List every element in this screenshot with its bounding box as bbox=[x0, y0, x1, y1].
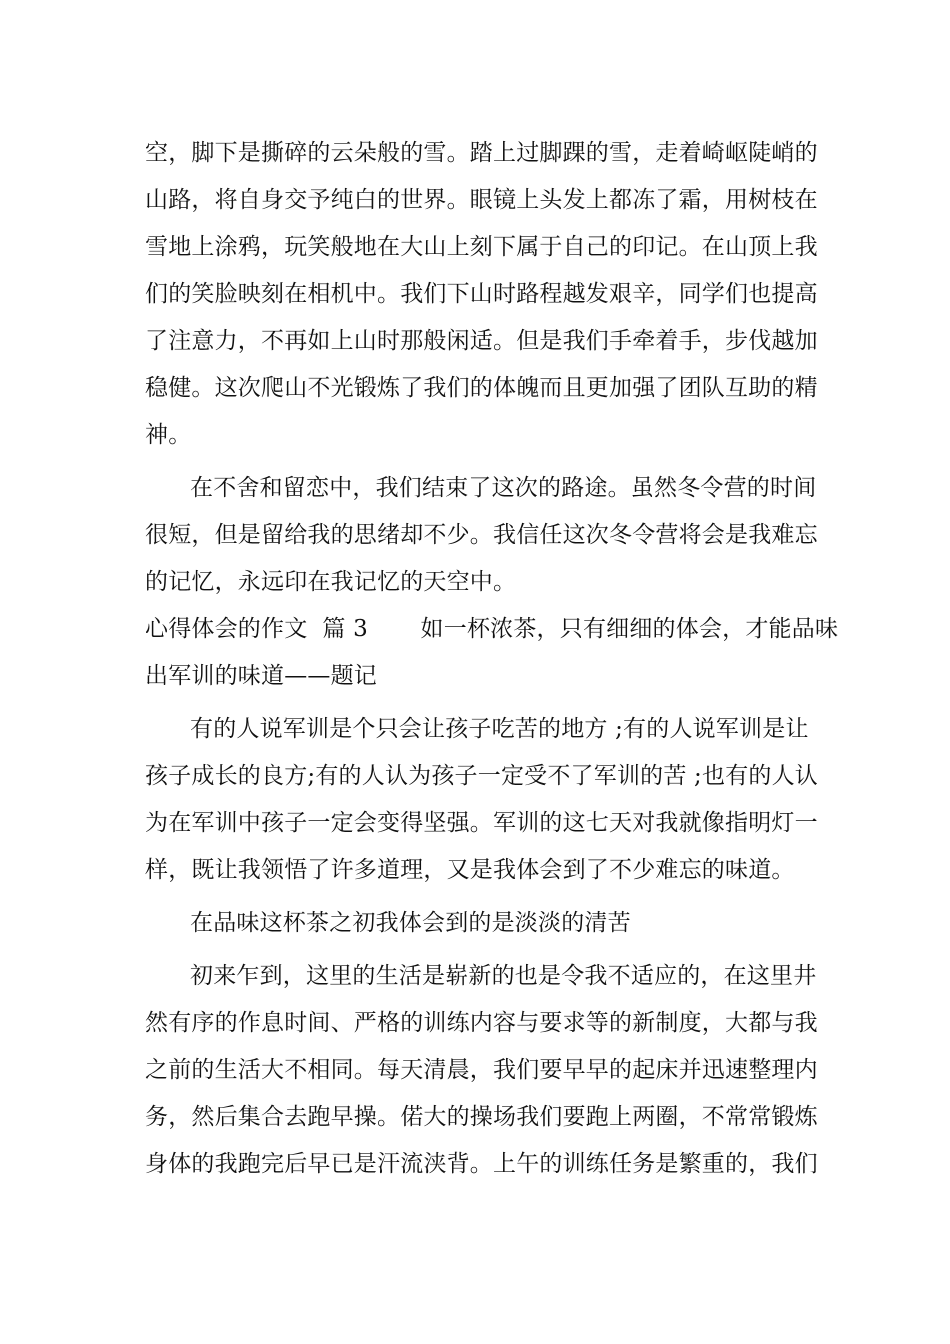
text-line: 神。 bbox=[145, 422, 192, 448]
text-line: 初来乍到，这里的生活是崭新的也是令我不适应的，在这里井 bbox=[190, 963, 817, 989]
text-line: 空，脚下是撕碎的云朵般的雪。踏上过脚踝的雪，走着崎岖陡峭的 bbox=[145, 140, 818, 166]
text-line: 雪地上涂鸦，玩笑般地在大山上刻下属于自己的印记。在山顶上我 bbox=[145, 234, 818, 260]
text-line: 样，既让我领悟了许多道理，又是我体会到了不少难忘的味道。 bbox=[145, 857, 795, 883]
paragraph-winter-camp-end bbox=[145, 465, 818, 606]
paragraph-mountain-climb bbox=[145, 130, 818, 459]
text-line: 务，然后集合去跑早操。偌大的操场我们要跑上两圈，不常常锻炼 bbox=[145, 1104, 818, 1130]
paragraph-military-training-views bbox=[145, 706, 819, 894]
text-line: 之前的生活大不相同。每天清晨，我们要早早的起床并迅速整理内 bbox=[145, 1057, 818, 1083]
text-line: 在品味这杯茶之初我体会到的是淡淡的清苦 bbox=[190, 910, 631, 936]
paragraph-new-life bbox=[145, 953, 818, 1188]
text-line: 为在军训中孩子一定会变得坚强。军训的这七天对我就像指明灯一 bbox=[145, 810, 818, 836]
text-line: 很短，但是留给我的思绪却不少。我信任这次冬令营将会是我难忘 bbox=[145, 522, 818, 548]
text-line: 了注意力，不再如上山时那般闲适。但是我们手牵着手，步伐越加 bbox=[145, 328, 818, 354]
paragraph-first-taste bbox=[145, 900, 810, 947]
text-line: 稳健。这次爬山不光锻炼了我们的体魄而且更加强了团队互助的精 bbox=[145, 375, 818, 401]
text-line: 孩子成长的良方;有的人认为孩子一定受不了军训的苦 ;也有的人认 bbox=[145, 763, 819, 789]
text-line: 然有序的作息时间、严格的训练内容与要求等的新制度，大都与我 bbox=[145, 1010, 818, 1036]
text-line: 们的笑脸映刻在相机中。我们下山时路程越发艰辛，同学们也提高 bbox=[145, 281, 818, 307]
text-line: 的记忆，永远印在我记忆的天空中。 bbox=[145, 569, 517, 595]
text-line: 有的人说军训是个只会让孩子吃苦的地方 ;有的人说军训是让 bbox=[190, 716, 809, 742]
text-line: 心得体会的作文 篇 3 如一杯浓茶，只有细细的体会，才能品味 bbox=[145, 616, 839, 642]
text-line: 山路，将自身交予纯白的世界。眼镜上头发上都冻了霜，用树枝在 bbox=[145, 187, 818, 213]
section-heading-essay-3 bbox=[145, 606, 839, 700]
text-line: 在不舍和留恋中，我们结束了这次的路途。虽然冬令营的时间 bbox=[190, 475, 817, 501]
text-line: 身体的我跑完后早已是汗流浃背。上午的训练任务是繁重的，我们 bbox=[145, 1151, 818, 1177]
text-line: 出军训的味道——题记 bbox=[145, 663, 377, 689]
document-body bbox=[145, 130, 839, 1188]
